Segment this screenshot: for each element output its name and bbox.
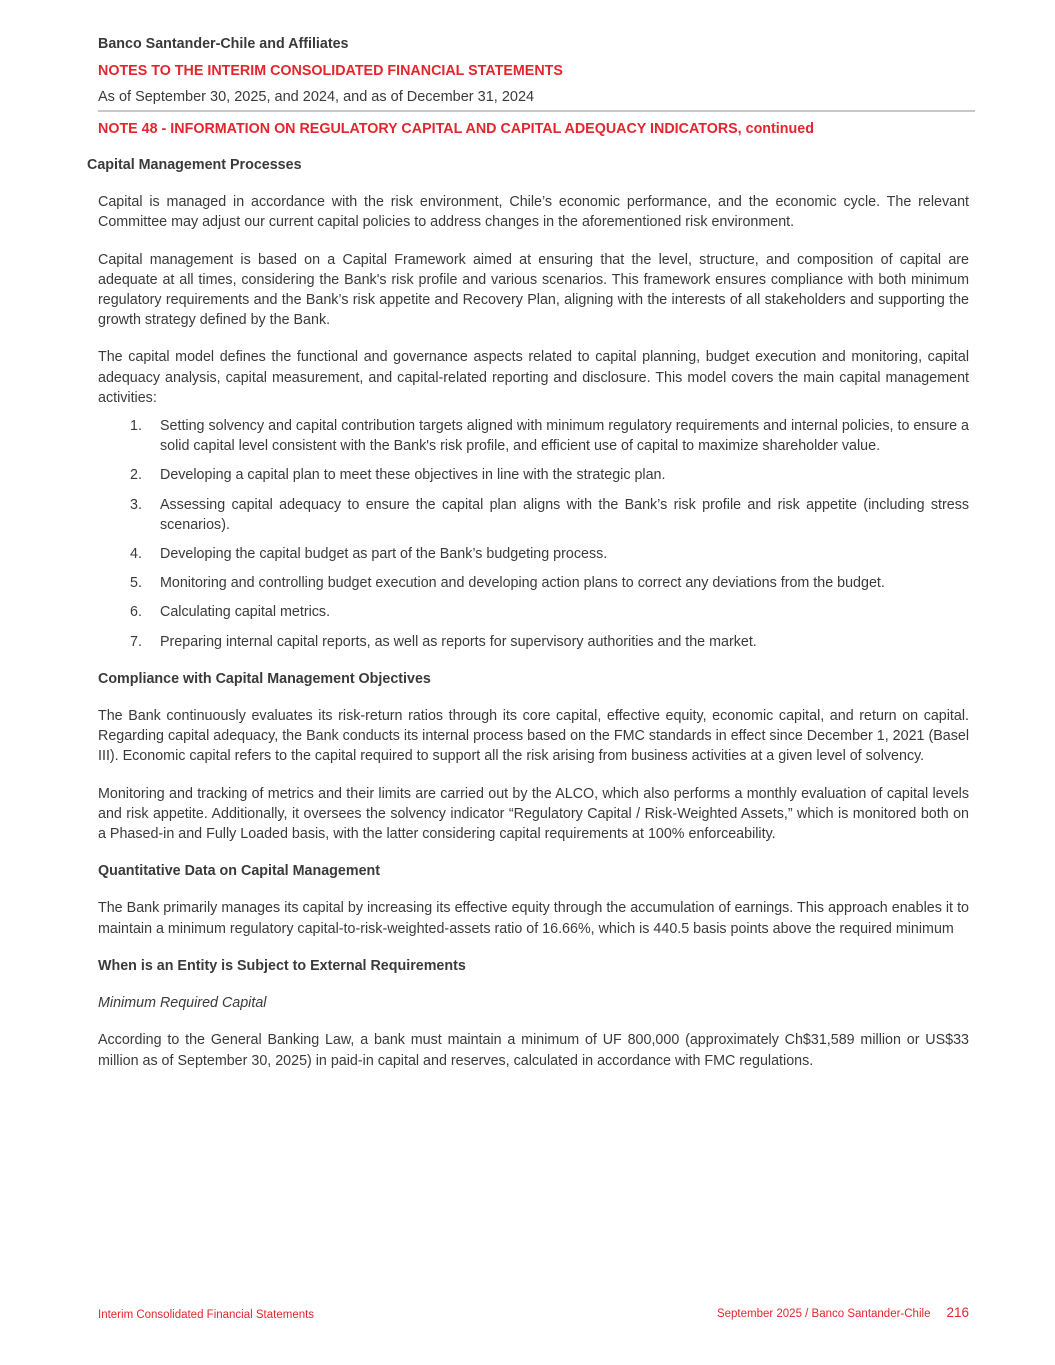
list-number: 1. — [130, 418, 142, 435]
subheading-minimum-capital: Minimum Required Capital — [98, 995, 267, 1012]
paragraph: Capital management is based on a Capital Framework aimed at ensuring that the level, structure, and composition of capital are adequate at all times, considering the Bank's risk profile and various scenarios. This framework ensures compliance with both minimum regulatory requirements and the Bank’s risk appetite and Recovery Plan, aligning with the interests of all stakeholders and supporting the growth strategy defined by the Bank. — [98, 251, 969, 329]
list-item — [98, 544, 969, 564]
list-item-text: Assessing capital adequacy to ensure the capital plan aligns with the Bank’s risk profile and risk appetite (including stress scenarios). — [160, 496, 969, 533]
list-item — [98, 465, 969, 485]
activities-list — [98, 416, 969, 652]
document-title: NOTES TO THE INTERIM CONSOLIDATED FINANCIAL STATEMENTS — [98, 63, 563, 79]
list-item-text: Monitoring and controlling budget execution and developing action plans to correct any deviations from the budget. — [160, 575, 885, 592]
list-item-text: Developing the capital budget as part of the Bank’s budgeting process. — [160, 546, 608, 563]
list-number: 2. — [130, 467, 142, 484]
list-number: 7. — [130, 633, 142, 650]
list-item — [98, 416, 969, 456]
header-divider — [98, 110, 975, 112]
note-title: NOTE 48 - INFORMATION ON REGULATORY CAPITAL AND CAPITAL ADEQUACY INDICATORS, continued — [98, 121, 814, 137]
section-heading-capital-management: Capital Management Processes — [87, 157, 302, 173]
section-heading-external-requirements: When is an Entity is Subject to External Requirements — [98, 957, 466, 974]
list-item-text: Developing a capital plan to meet these objectives in line with the strategic plan. — [160, 467, 666, 484]
document-date: As of September 30, 2025, and 2024, and as of December 31, 2024 — [98, 89, 535, 105]
footer-left: Interim Consolidated Financial Statements — [98, 1309, 315, 1321]
list-item — [98, 632, 969, 652]
company-name: Banco Santander-Chile and Affiliates — [98, 36, 349, 52]
footer-publication: September 2025 / Banco Santander-Chile — [716, 1308, 931, 1320]
list-number: 4. — [130, 546, 142, 563]
footer-right — [717, 1303, 969, 1324]
section-heading-compliance: Compliance with Capital Management Objectives — [98, 670, 431, 687]
paragraph: Capital is managed in accordance with the risk environment, Chile’s economic performance, and the economic cycle. The relevant Committee may adjust our current capital policies to address changes in the aforementioned risk environment. — [98, 194, 969, 231]
section-heading-quantitative: Quantitative Data on Capital Management — [98, 863, 381, 880]
page-number: 216 — [946, 1305, 969, 1320]
paragraph: The Bank primarily manages its capital by increasing its effective equity through the accumulation of earnings. This approach enables it to maintain a minimum regulatory capital-to-risk-weighted-assets ratio of 16.66%, which is 440.5 basis points above the required minimum — [98, 900, 969, 937]
paragraph: The Bank continuously evaluates its risk-return ratios through its core capital, effective equity, economic capital, and return on capital. Regarding capital adequacy, the Bank conducts its internal process based on the FMC standards in effect since December 1, 2021 (Basel III). Economic capital refers to the capital required to support all the risk arising from business activities at a given level of solvency. — [98, 708, 969, 765]
paragraph: The capital model defines the functional and governance aspects related to capital planning, budget execution and monitoring, capital adequacy analysis, capital measurement, and capital-related reporting and disclosure. This model covers the main capital management activities: — [98, 349, 969, 406]
list-item — [98, 573, 969, 593]
paragraph: According to the General Banking Law, a bank must maintain a minimum of UF 800,000 (approximately Ch$31,589 million or US$33 million as of September 30, 2025) in paid-in capital and reserves, calculated in accordance with FMC regulations. — [98, 1032, 969, 1069]
list-item-text: Preparing internal capital reports, as well as reports for supervisory authorities and the market. — [160, 633, 757, 650]
list-item-text: Calculating capital metrics. — [160, 604, 331, 621]
list-number: 3. — [130, 496, 142, 513]
paragraph: Monitoring and tracking of metrics and their limits are carried out by the ALCO, which also performs a monthly evaluation of capital levels and risk appetite. Additionally, it oversees the solvency indicator “Regulatory Capital / Risk-Weighted Assets,” which is monitored both on a Phased-in and Fully Loaded basis, with the latter considering capital requirements at 100% enforceability. — [98, 785, 969, 843]
main-content — [87, 155, 970, 1071]
list-item — [98, 495, 969, 535]
list-number: 5. — [130, 575, 142, 592]
list-item-text: Setting solvency and capital contribution targets aligned with minimum regulatory requirements and internal policies, to ensure a solid capital level consistent with the Bank's risk profile, and efficient use of capital to maximize shareholder value. — [160, 418, 970, 455]
list-number: 6. — [130, 604, 142, 621]
list-item — [98, 602, 969, 622]
